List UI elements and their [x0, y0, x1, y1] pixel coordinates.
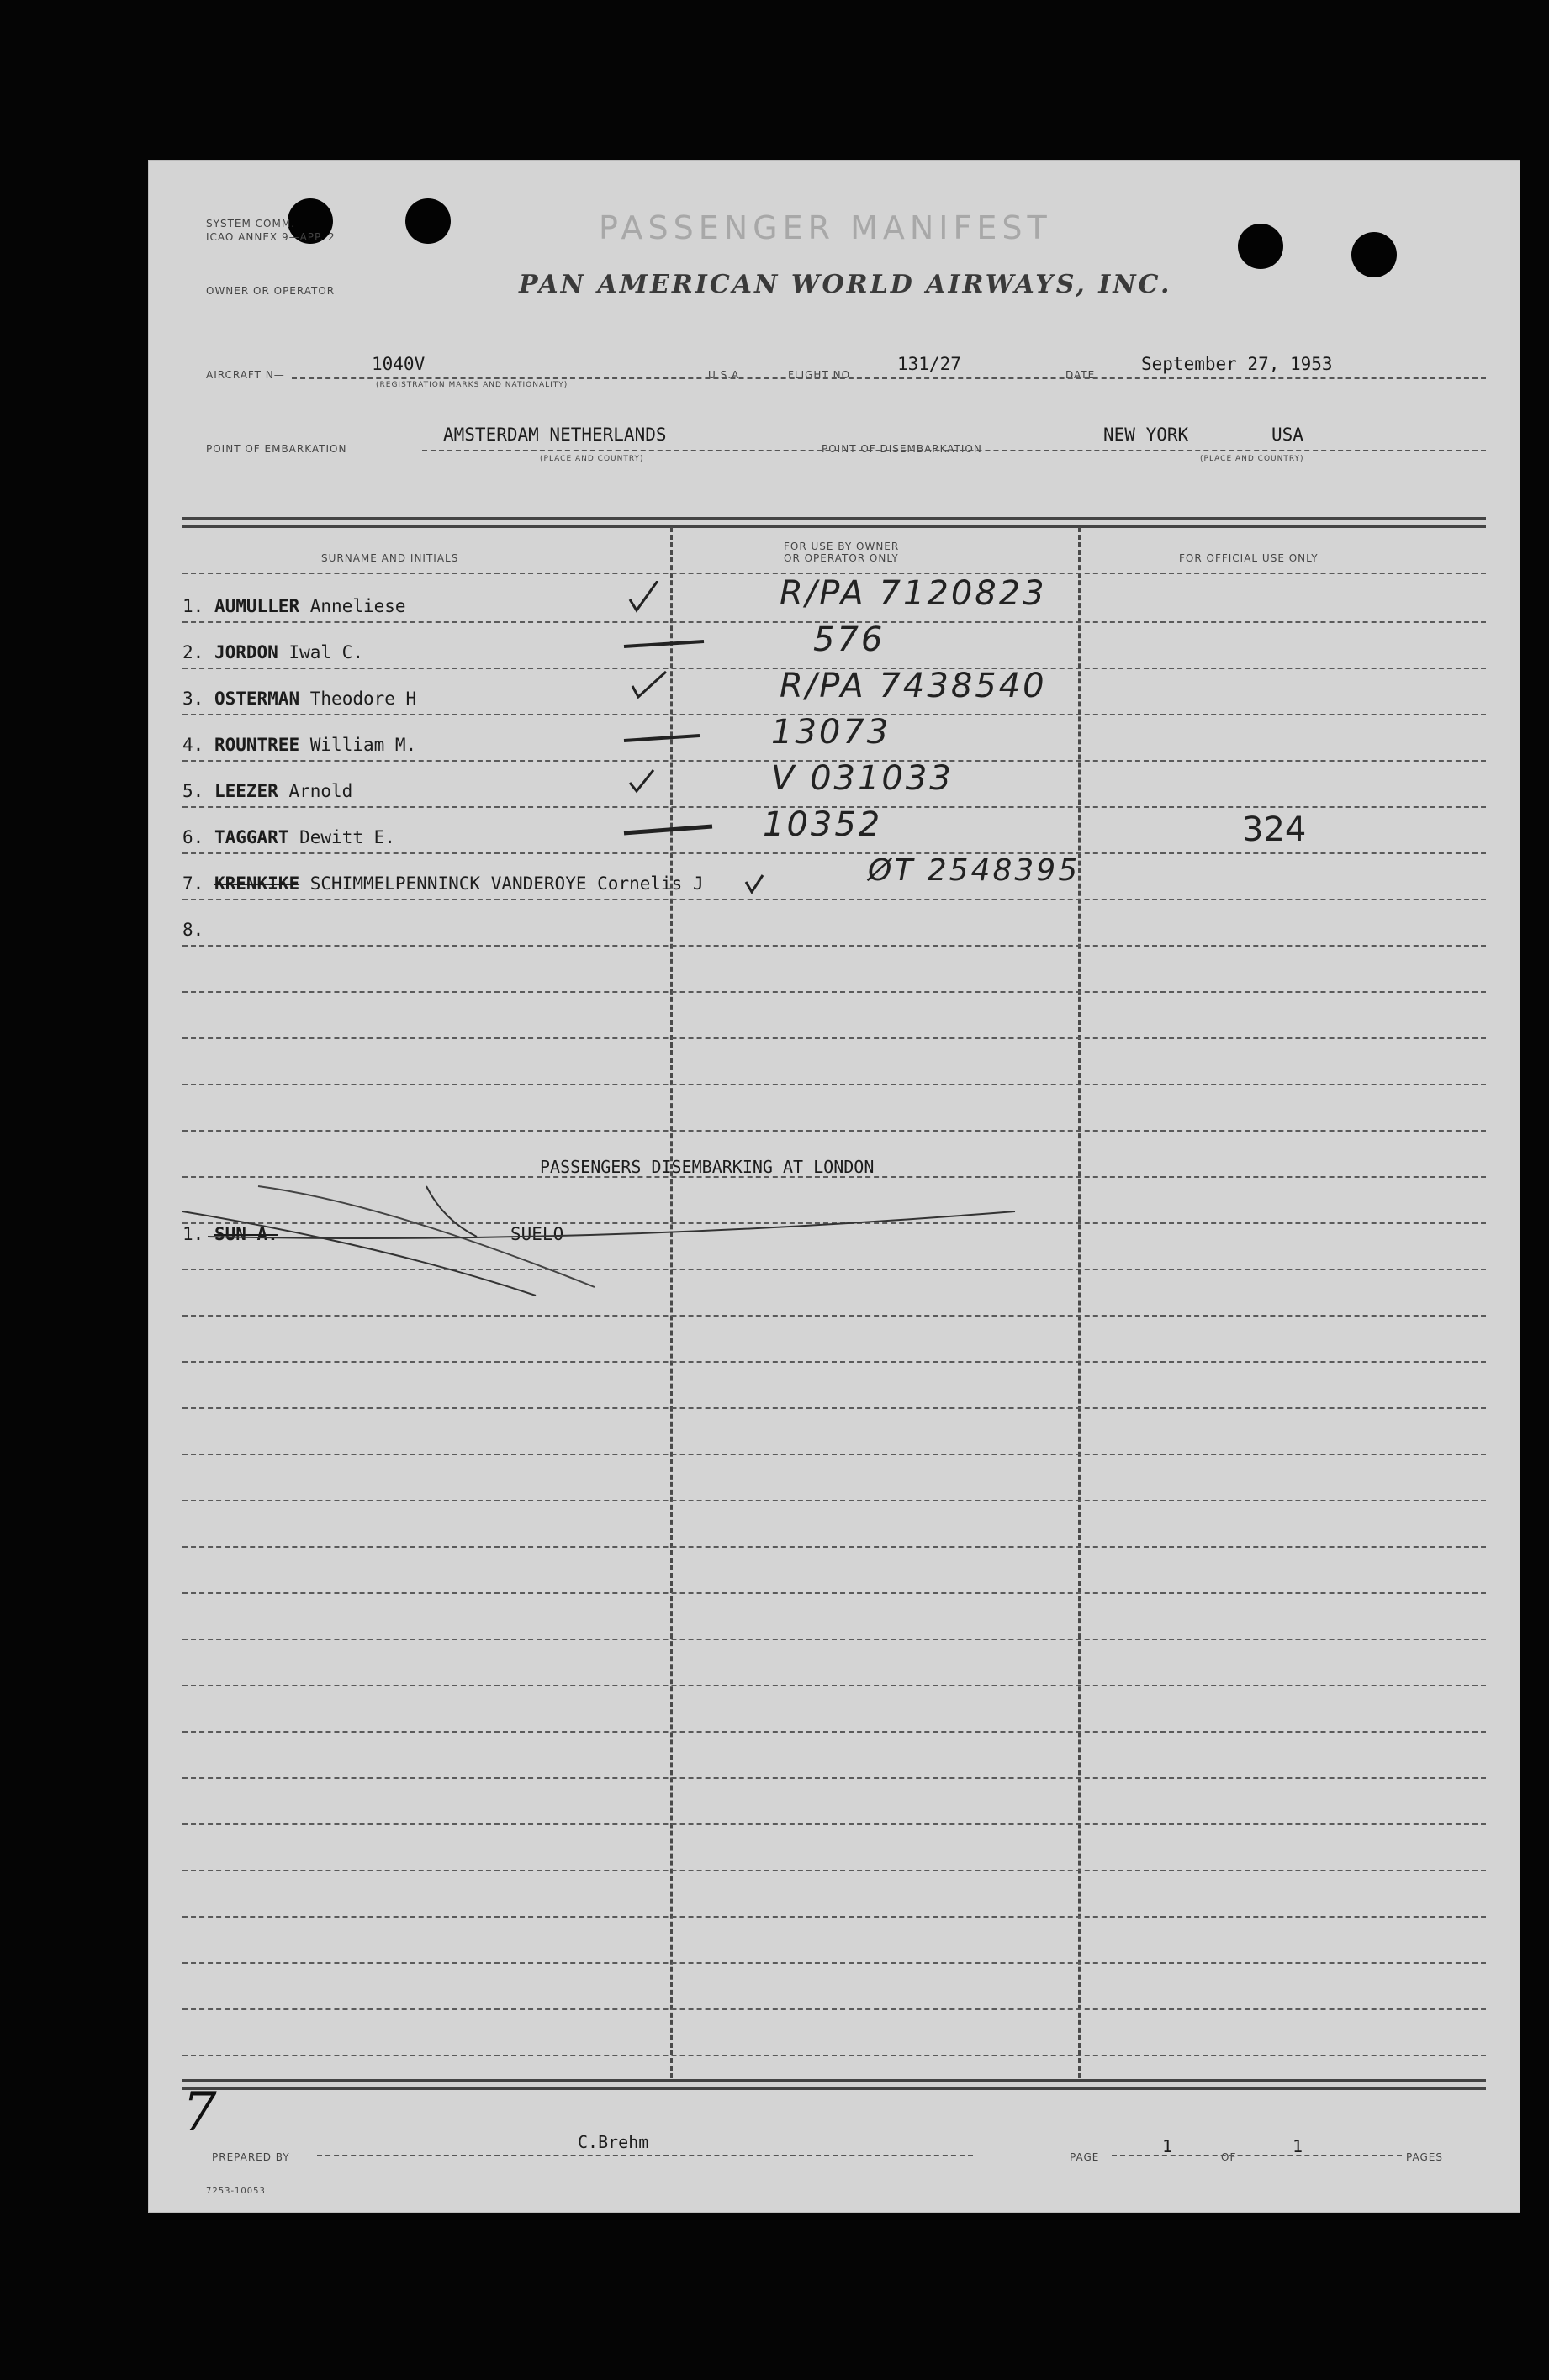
- row-rule: [182, 1546, 1486, 1548]
- column-header-name: SURNAME AND INITIALS: [321, 552, 459, 564]
- date-value: September 27, 1953: [1141, 354, 1333, 374]
- aircraft-underline: [292, 377, 1486, 379]
- place-note: (PLACE AND COUNTRY): [540, 455, 644, 463]
- row-rule: [182, 2055, 1486, 2056]
- official-value: 324: [1242, 810, 1307, 849]
- page-label: PAGE: [1070, 2151, 1100, 2163]
- cross-out-strokes: [174, 1178, 1057, 1304]
- aircraft-label: AIRCRAFT N—: [206, 369, 285, 381]
- row-rule: [182, 1407, 1486, 1409]
- row-rule: [182, 1823, 1486, 1825]
- icao-label: ICAO ANNEX 9—APP. 2: [206, 231, 336, 243]
- form-number: 7253-10053: [206, 2187, 266, 2196]
- disembark-country: USA: [1271, 425, 1303, 445]
- owner-mark: R/PA 7438540: [780, 667, 1047, 705]
- disembarking-heading: PASSENGERS DISEMBARKING AT LONDON: [540, 1157, 875, 1177]
- row-rule: [182, 1870, 1486, 1871]
- list-item: 4. ROUNTREE William M.: [182, 735, 417, 755]
- page-title: PASSENGER MANIFEST: [599, 209, 1052, 246]
- list-item: 3. OSTERMAN Theodore H: [182, 689, 417, 709]
- row-rule: [182, 1130, 1486, 1132]
- system-label: SYSTEM COMM.: [206, 218, 296, 230]
- row-rule: [182, 991, 1486, 993]
- disembark-label: POINT OF DISEMBARKATION: [822, 443, 982, 455]
- prepared-label: PREPARED BY: [212, 2151, 290, 2163]
- owner-mark: 576: [813, 620, 886, 659]
- row-rule: [182, 1084, 1486, 1085]
- column-header-owner-use: OR OPERATOR ONLY: [784, 552, 899, 564]
- row-rule: [182, 852, 1486, 854]
- row-rule: [182, 2008, 1486, 2010]
- owner-mark: R/PA 7120823: [780, 574, 1047, 613]
- disembarking-row: 1. SUN A.: [182, 1224, 278, 1244]
- list-item: 7. KRENKIKE SCHIMMELPENNINCK VANDEROYE Cornelis J: [182, 873, 704, 894]
- date-label: DATE: [1065, 369, 1096, 381]
- owner-label: OWNER OR OPERATOR: [206, 285, 336, 297]
- disembarking-extra: SUELO: [510, 1224, 564, 1244]
- disembark-city: NEW YORK: [1103, 425, 1189, 445]
- row-rule: [182, 1500, 1486, 1501]
- aircraft-value: 1040V: [372, 354, 426, 374]
- row-rule: [182, 1916, 1486, 1918]
- list-item: 8.: [182, 920, 204, 940]
- owner-mark: V 031033: [771, 759, 954, 798]
- handwritten-checkmarks: [620, 581, 788, 909]
- company-name: PAN AMERICAN WORLD AIRWAYS, INC.: [519, 270, 1172, 299]
- row-rule: [182, 1592, 1486, 1594]
- flight-value: 131/27: [897, 354, 961, 374]
- flight-label: FLIGHT NO.: [788, 369, 854, 381]
- row-rule: [182, 1731, 1486, 1733]
- row-rule: [182, 1962, 1486, 1964]
- list-item: 2. JORDON Iwal C.: [182, 642, 363, 662]
- row-rule: [182, 945, 1486, 947]
- row-rule: [182, 1685, 1486, 1686]
- punch-hole: [405, 198, 451, 244]
- prepared-value: C.Brehm: [578, 2132, 649, 2152]
- table-top-rule: [182, 517, 1486, 528]
- row-rule: [182, 1037, 1486, 1039]
- column-header-official: FOR OFFICIAL USE ONLY: [1179, 552, 1319, 564]
- prepared-underline: [317, 2155, 973, 2156]
- of-label: OF: [1221, 2151, 1237, 2163]
- row-rule: [182, 1315, 1486, 1317]
- list-item: 6. TAGGART Dewitt E.: [182, 827, 395, 847]
- punch-hole: [1238, 224, 1283, 269]
- usa-label: U.S.A.: [708, 369, 743, 381]
- page-value: 1: [1162, 2136, 1173, 2156]
- list-item: 5. LEEZER Arnold: [182, 781, 353, 801]
- embark-underline: [422, 450, 1486, 451]
- row-rule: [182, 1639, 1486, 1640]
- manifest-sheet: [148, 160, 1520, 2213]
- row-rule: [182, 1454, 1486, 1455]
- table-bottom-rule: [182, 2079, 1486, 2090]
- row-rule: [182, 899, 1486, 900]
- registration-note: (REGISTRATION MARKS AND NATIONALITY): [376, 381, 568, 389]
- page-underline: [1112, 2155, 1402, 2156]
- pages-label: PAGES: [1406, 2151, 1443, 2163]
- column-header-owner-use: FOR USE BY OWNER: [784, 541, 900, 552]
- owner-mark: ØT 2548395: [868, 853, 1081, 888]
- row-rule: [182, 1361, 1486, 1363]
- list-item: 1. AUMULLER Anneliese: [182, 596, 406, 616]
- punch-hole: [1351, 232, 1397, 277]
- handwritten-page-number: 7: [182, 2082, 217, 2144]
- of-value: 1: [1293, 2136, 1303, 2156]
- row-rule: [182, 1777, 1486, 1779]
- owner-mark: 13073: [771, 713, 891, 752]
- place-note-2: (PLACE AND COUNTRY): [1200, 455, 1304, 463]
- owner-mark: 10352: [763, 805, 883, 844]
- embark-value: AMSTERDAM NETHERLANDS: [443, 425, 667, 445]
- embark-label: POINT OF EMBARKATION: [206, 443, 347, 455]
